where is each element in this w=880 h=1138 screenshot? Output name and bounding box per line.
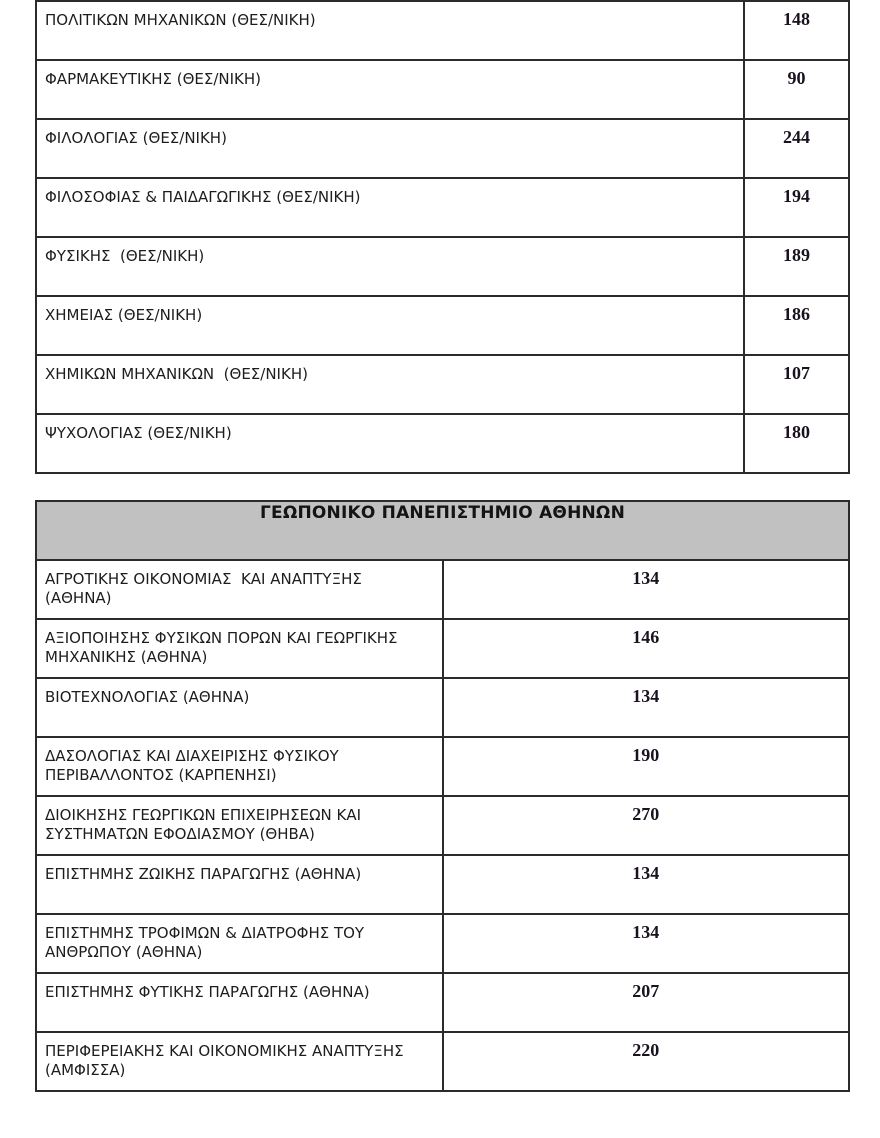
table-row xyxy=(36,619,849,678)
table-row xyxy=(36,237,849,296)
seats-value-cell: 146 xyxy=(443,619,850,678)
department-name-cell: ΦΑΡΜΑΚΕΥΤΙΚΗΣ (ΘΕΣ/ΝΙΚΗ) xyxy=(36,60,744,119)
department-name-cell: ΦΥΣΙΚΗΣ (ΘΕΣ/ΝΙΚΗ) xyxy=(36,237,744,296)
department-name-cell: ΕΠΙΣΤΗΜΗΣ ΦΥΤΙΚΗΣ ΠΑΡΑΓΩΓΗΣ (ΑΘΗΝΑ) xyxy=(36,973,443,1032)
seats-value-cell: 270 xyxy=(443,796,850,855)
seats-value-cell: 244 xyxy=(744,119,849,178)
departments-table-agricultural-university xyxy=(35,500,850,1092)
department-name-cell: ΧΗΜΙΚΩΝ ΜΗΧΑΝΙΚΩΝ (ΘΕΣ/ΝΙΚΗ) xyxy=(36,355,744,414)
seats-value-cell: 134 xyxy=(443,855,850,914)
department-name-cell: ΠΟΛΙΤΙΚΩΝ ΜΗΧΑΝΙΚΩΝ (ΘΕΣ/ΝΙΚΗ) xyxy=(36,1,744,60)
department-name-cell: ΕΠΙΣΤΗΜΗΣ ΖΩΙΚΗΣ ΠΑΡΑΓΩΓΗΣ (ΑΘΗΝΑ) xyxy=(36,855,443,914)
table-row xyxy=(36,296,849,355)
department-name-cell: ΒΙΟΤΕΧΝΟΛΟΓΙΑΣ (ΑΘΗΝΑ) xyxy=(36,678,443,737)
department-name-cell: ΦΙΛΟΣΟΦΙΑΣ & ΠΑΙΔΑΓΩΓΙΚΗΣ (ΘΕΣ/ΝΙΚΗ) xyxy=(36,178,744,237)
department-name-cell: ΑΓΡΟΤΙΚΗΣ ΟΙΚΟΝΟΜΙΑΣ ΚΑΙ ΑΝΑΠΤΥΞΗΣ (ΑΘΗΝΑ) xyxy=(36,560,443,619)
seats-value-cell: 220 xyxy=(443,1032,850,1091)
table-row xyxy=(36,1032,849,1091)
department-name-cell: ΑΞΙΟΠΟΙΗΣΗΣ ΦΥΣΙΚΩΝ ΠΟΡΩΝ ΚΑΙ ΓΕΩΡΓΙΚΗΣ ΜΗΧΑΝΙΚΗΣ (ΑΘΗΝΑ) xyxy=(36,619,443,678)
seats-value-cell: 189 xyxy=(744,237,849,296)
table-row xyxy=(36,560,849,619)
university-title: ΓΕΩΠΟΝΙΚΟ ΠΑΝΕΠΙΣΤΗΜΙΟ ΑΘΗΝΩΝ xyxy=(36,501,849,560)
department-name-cell: ΧΗΜΕΙΑΣ (ΘΕΣ/ΝΙΚΗ) xyxy=(36,296,744,355)
seats-value-cell: 207 xyxy=(443,973,850,1032)
seats-value-cell: 194 xyxy=(744,178,849,237)
table-row xyxy=(36,737,849,796)
table-row xyxy=(36,1,849,60)
table-row xyxy=(36,119,849,178)
department-name-cell: ΦΙΛΟΛΟΓΙΑΣ (ΘΕΣ/ΝΙΚΗ) xyxy=(36,119,744,178)
table-row xyxy=(36,678,849,737)
seats-value-cell: 180 xyxy=(744,414,849,473)
department-name-cell: ΔΑΣΟΛΟΓΙΑΣ ΚΑΙ ΔΙΑΧΕΙΡΙΣΗΣ ΦΥΣΙΚΟΥ ΠΕΡΙΒΑΛΛΟΝΤΟΣ (ΚΑΡΠΕΝΗΣΙ) xyxy=(36,737,443,796)
table-row xyxy=(36,60,849,119)
table-row xyxy=(36,796,849,855)
seats-value-cell: 190 xyxy=(443,737,850,796)
seats-value-cell: 134 xyxy=(443,914,850,973)
table-row xyxy=(36,178,849,237)
department-name-cell: ΔΙΟΙΚΗΣΗΣ ΓΕΩΡΓΙΚΩΝ ΕΠΙΧΕΙΡΗΣΕΩΝ ΚΑΙ ΣΥΣΤΗΜΑΤΩΝ ΕΦΟΔΙΑΣΜΟΥ (ΘΗΒΑ) xyxy=(36,796,443,855)
seats-value-cell: 134 xyxy=(443,560,850,619)
table-row xyxy=(36,414,849,473)
department-name-cell: ΨΥΧΟΛΟΓΙΑΣ (ΘΕΣ/ΝΙΚΗ) xyxy=(36,414,744,473)
seats-value-cell: 134 xyxy=(443,678,850,737)
tables-gap xyxy=(35,474,850,500)
seats-value-cell: 107 xyxy=(744,355,849,414)
department-name-cell: ΠΕΡΙΦΕΡΕΙΑΚΗΣ ΚΑΙ ΟΙΚΟΝΟΜΙΚΗΣ ΑΝΑΠΤΥΞΗΣ (ΑΜΦΙΣΣΑ) xyxy=(36,1032,443,1091)
table-header-row xyxy=(36,501,849,560)
table-row xyxy=(36,914,849,973)
departments-table-thessaloniki xyxy=(35,0,850,474)
table-row xyxy=(36,355,849,414)
department-name-cell: ΕΠΙΣΤΗΜΗΣ ΤΡΟΦΙΜΩΝ & ΔΙΑΤΡΟΦΗΣ ΤΟΥ ΑΝΘΡΩΠΟΥ (ΑΘΗΝΑ) xyxy=(36,914,443,973)
seats-value-cell: 90 xyxy=(744,60,849,119)
seats-value-cell: 186 xyxy=(744,296,849,355)
seats-value-cell: 148 xyxy=(744,1,849,60)
table-row xyxy=(36,973,849,1032)
table-row xyxy=(36,855,849,914)
